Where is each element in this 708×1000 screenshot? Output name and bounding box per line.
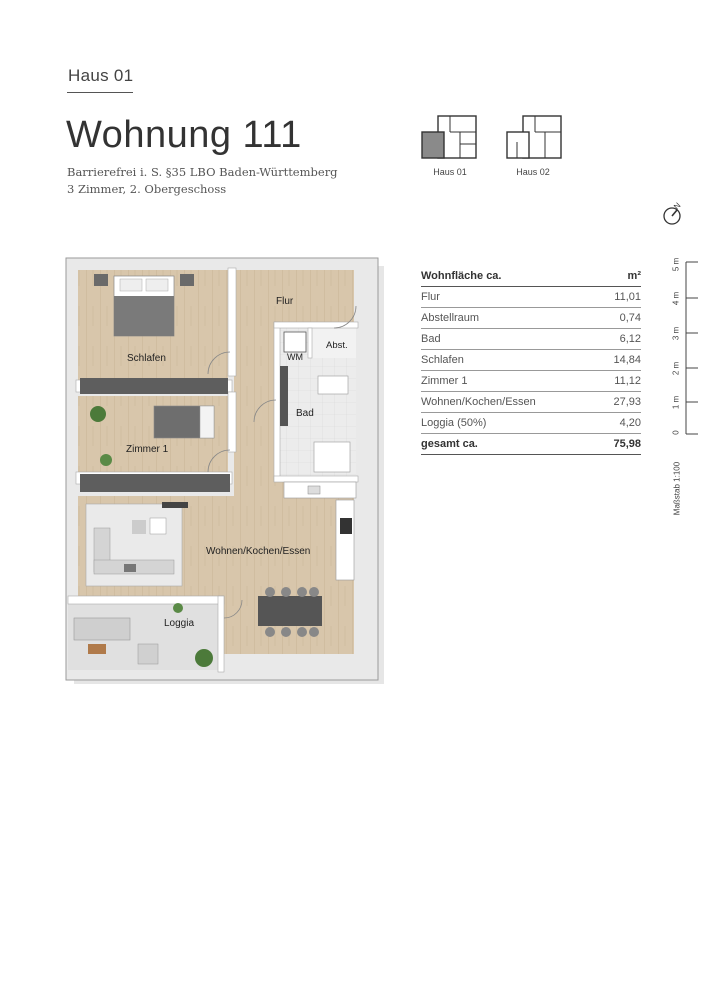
area-table [421, 266, 641, 455]
building-thumb-haus-02[interactable] [503, 114, 563, 162]
apartment-title: Wohnung 111 [66, 114, 302, 156]
floorplan [58, 246, 388, 686]
scale-label: Maßstab 1:100 [672, 461, 682, 516]
scale-bar [684, 258, 704, 438]
table-row [421, 350, 641, 371]
building-label-underline [67, 92, 133, 93]
area-total-value: 75,98 [598, 434, 641, 455]
area-row-label: Bad [421, 329, 598, 350]
scale-tick-5m: 5 m [671, 257, 681, 272]
table-row [421, 308, 641, 329]
area-row-label: Wohnen/Kochen/Essen [421, 392, 598, 413]
area-row-label: Abstellraum [421, 308, 598, 329]
table-row [421, 329, 641, 350]
area-row-value: 14,84 [598, 350, 641, 371]
room-label-loggia: Loggia [164, 618, 195, 629]
room-label-bad: Bad [296, 408, 314, 419]
table-row [421, 371, 641, 392]
area-total-label: gesamt ca. [421, 434, 598, 455]
area-row-value: 0,74 [598, 308, 641, 329]
area-row-label: Zimmer 1 [421, 371, 598, 392]
area-table-header [421, 266, 641, 287]
compass-north-letter: N [672, 202, 683, 212]
scale-tick-2m: 2 m [671, 361, 681, 376]
scale-tick-3m: 3 m [671, 326, 681, 341]
building-thumb-haus-01[interactable] [420, 114, 480, 162]
area-row-value: 6,12 [598, 329, 641, 350]
scale-tick-1m: 1 m [671, 395, 681, 410]
area-table-header-label: Wohnfläche ca. [421, 266, 598, 287]
room-label-flur: Flur [276, 296, 294, 307]
area-row-label: Flur [421, 287, 598, 308]
room-label-schlafen: Schlafen [127, 353, 166, 364]
table-row [421, 287, 641, 308]
room-label-zimmer1: Zimmer 1 [126, 444, 169, 455]
area-row-label: Loggia (50%) [421, 413, 598, 434]
building-thumb-haus-02-label: Haus 02 [516, 167, 550, 177]
building-label: Haus 01 [68, 66, 134, 85]
area-row-value: 4,20 [598, 413, 641, 434]
area-table-total [421, 434, 641, 455]
floorplan-drawing [58, 246, 388, 686]
rooms-floor-info: 3 Zimmer, 2. Obergeschoss [67, 182, 227, 196]
area-row-value: 11,12 [598, 371, 641, 392]
table-row [421, 413, 641, 434]
building-01-outline-icon [420, 114, 480, 162]
area-table-header-unit: m² [598, 266, 641, 287]
scale-tick-4m: 4 m [671, 291, 681, 306]
table-row [421, 392, 641, 413]
area-table-container [421, 266, 641, 455]
room-label-wm: WM [287, 352, 303, 362]
building-thumb-haus-01-label: Haus 01 [433, 167, 467, 177]
area-row-value: 27,93 [598, 392, 641, 413]
area-row-value: 11,01 [598, 287, 641, 308]
compass-north-icon [662, 202, 686, 226]
building-02-outline-icon [503, 114, 563, 162]
area-row-label: Schlafen [421, 350, 598, 371]
accessibility-note: Barrierefrei i. S. §35 LBO Baden-Württemberg [67, 165, 338, 179]
room-label-wohnen: Wohnen/Kochen/Essen [206, 546, 311, 557]
scale-tick-0: 0 [671, 430, 681, 435]
room-label-abst: Abst. [326, 340, 348, 351]
